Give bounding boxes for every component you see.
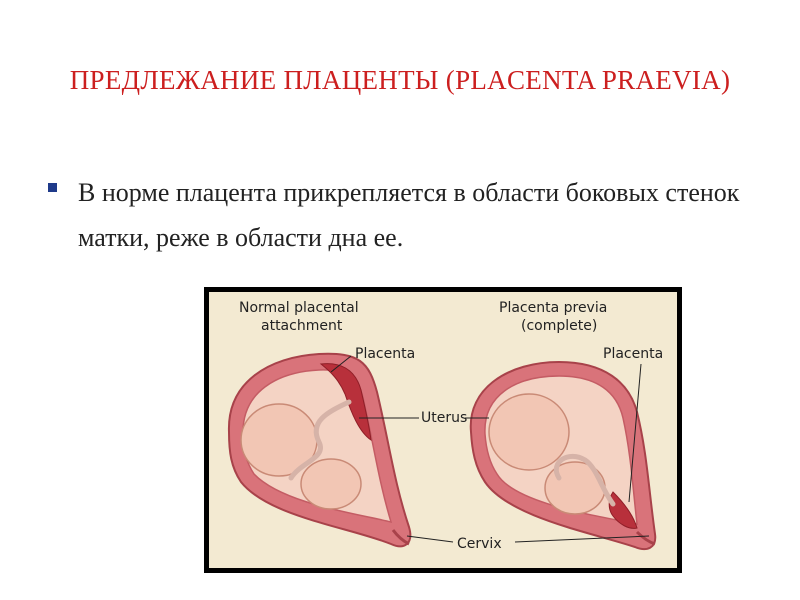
left-fetus-head: [301, 459, 361, 509]
normal-uterus-diagram: [229, 354, 410, 547]
bullet-text: В норме плацента прикрепляется в области боковых стенок матки, реже в области дна ее.: [78, 178, 740, 252]
label-placenta-right: Placenta: [603, 346, 664, 362]
previa-heading-line1: Placenta previa: [499, 300, 608, 316]
previa-heading-line2: (complete): [521, 318, 598, 334]
normal-heading-line1: Normal placental: [239, 300, 359, 316]
slide-title: ПРЕДЛЕЖАНИЕ ПЛАЦЕНТЫ (PLACENTA PRAEVIA): [69, 65, 731, 95]
bullet-square-icon: [48, 183, 57, 192]
previa-uterus-diagram: [471, 362, 656, 549]
illustration-panel: [209, 292, 677, 568]
label-placenta-left: Placenta: [355, 346, 416, 362]
label-uterus: Uterus: [421, 410, 468, 426]
normal-heading-line2: attachment: [261, 318, 343, 334]
right-fetus-body: [489, 394, 569, 470]
illustration-svg: [209, 292, 677, 568]
placenta-illustration: [204, 287, 682, 573]
label-cervix: Cervix: [457, 536, 502, 552]
leader-cervix-left: [407, 536, 453, 542]
